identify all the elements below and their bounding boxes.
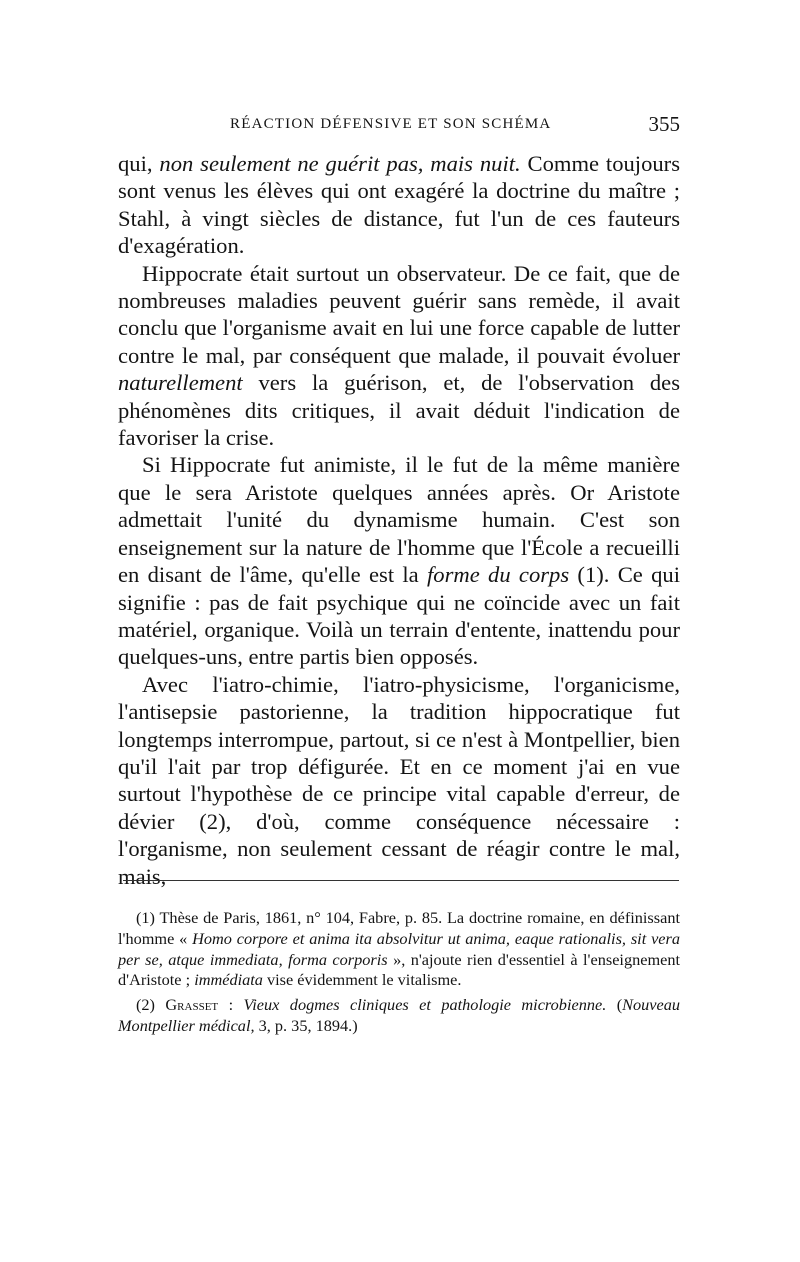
italic-run: Vieux dogmes cliniques et pathologie microbienne. <box>243 995 607 1015</box>
text-run: (1) Thèse de Paris, 1861, n° 104, Fabre, p. 85. La doctrine romaine, en définissant l'homme « <box>118 908 680 948</box>
italic-run: forme du corps <box>427 562 570 588</box>
italic-run: immédiata <box>194 970 263 990</box>
paragraph-2 <box>118 260 680 452</box>
body-text <box>118 150 680 890</box>
italic-run: non seulement ne guérit pas, mais nuit. <box>159 151 521 176</box>
paragraph-4 <box>118 671 680 890</box>
italic-run: Homo corpore et anima ita absolvitur ut anima, eaque rationalis, sit vera per se, atque immediata, forma corporis <box>118 928 680 969</box>
footnote-1 <box>118 908 680 991</box>
author-name: Grasset <box>165 995 219 1015</box>
text-run: ( <box>606 995 623 1015</box>
text-run: Hippocrate était surtout un observateur. De ce fait, que de nombreuses maladies peuvent guérir sans remède, il avait conclu que l'organisme avait en lui une force capable de lutter contre le mal, par conséquent que malade, il pouvait évoluer <box>118 260 680 368</box>
italic-run: naturellement <box>118 370 243 396</box>
paragraph-1 <box>118 150 680 260</box>
paragraph-3 <box>118 451 680 670</box>
text-run: Si Hippocrate fut animiste, il le fut de la même manière que le sera Aristote quelques années après. Or Aristote admettait l'unité du dynamisme humain. C'est son enseignement sur la nature de l'homme que l'École a recueilli en disant de l'âme, qu'elle est la <box>118 452 680 588</box>
footnote-2 <box>118 995 680 1037</box>
text-run: (1). Ce qui signifie : pas de fait psychique qui ne coïncide avec un fait matériel, organique. Voilà un terrain d'entente, inattendu pour quelques-uns, entre partis bien opposés. <box>118 562 680 670</box>
text-run: », n'ajoute rien d'essentiel à l'enseignement d'Aristote ; <box>118 949 681 990</box>
text-run: vise évidemment le vitalisme. <box>262 970 462 990</box>
footnote-divider <box>123 880 679 881</box>
page-header <box>118 112 680 140</box>
text-run: (2) <box>136 995 166 1015</box>
running-title: RÉACTION DÉFENSIVE ET SON SCHÉMA <box>230 116 552 132</box>
page-number: 355 <box>648 112 680 136</box>
text-run: Comme toujours sont venus les élèves qui ont exagéré la doctrine du maître ; Stahl, à vingt siècles de distance, fut l'un de ces fauteurs d'exagération. <box>118 151 680 259</box>
italic-run: Nouveau Montpellier médical, <box>118 995 681 1035</box>
text-run: : <box>218 995 244 1015</box>
text-run: Avec l'iatro-chimie, l'iatro-physicisme, l'organicisme, l'antisepsie pastorienne, la tradition hippocratique fut longtemps interrompue, partout, si ce n'est à Montpellier, bien qu'il l'ait par trop défigurée. Et en ce moment j'ai en vue surtout l'hypothèse de ce principe vital capable d'erreur, de dévier (2), d'où, comme conséquence nécessaire : l'organisme, non seulement cessant de réagir contre le mal, mais, <box>118 671 680 889</box>
footnotes <box>118 908 680 1041</box>
text-run: vers la guérison, et, de l'observation des phénomènes dits critiques, il avait déduit l'indication de favoriser la crise. <box>118 370 680 451</box>
text-run: qui, <box>118 151 160 176</box>
text-run: 3, p. 35, 1894.) <box>254 1015 358 1035</box>
